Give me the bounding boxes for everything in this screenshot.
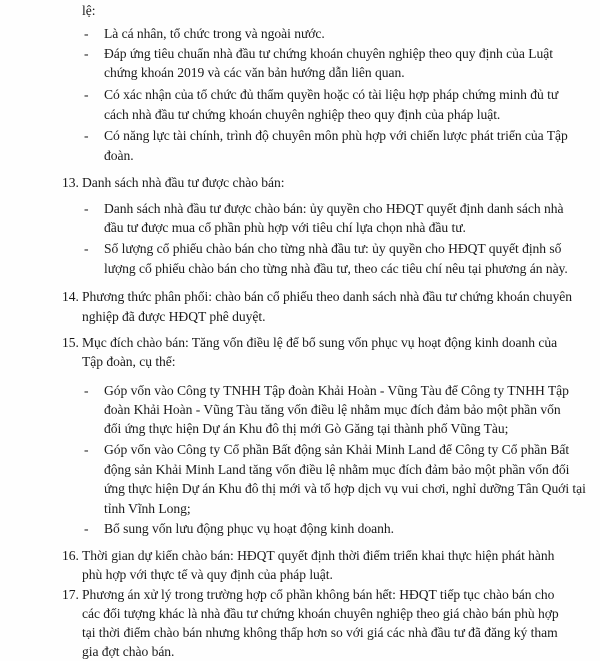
- s17-line-3: tại thời điểm chào bán nhưng không thấp hơn so với giá các nhà đầu tư đã đăng ký tham: [82, 625, 558, 640]
- section-16-number: 16.: [62, 548, 79, 563]
- section-17-number: 17.: [62, 587, 79, 602]
- s15-bullet-1-cont: đoàn Khải Hoàn - Vũng Tàu tăng vốn điều lệ nhằm mục đích đảm bảo một phần vốn: [104, 402, 561, 417]
- bullet-dash: -: [84, 383, 89, 398]
- s12-bullet-1: Là cá nhân, tổ chức trong và ngoài nước.: [104, 26, 325, 41]
- section-13-number: 13.: [62, 175, 79, 190]
- s15-bullet-2-cont: động sản Khải Minh Land tăng vốn điều lệ nhằm mục đích đảm bảo một phần vốn đối: [104, 462, 570, 477]
- bullet-dash: -: [84, 442, 89, 457]
- s12-bullet-2-cont: chứng khoán 2019 và các văn bản hướng dẫn liên quan.: [104, 65, 405, 80]
- intro-tail: lệ:: [82, 3, 96, 18]
- s15-bullet-2: Góp vốn vào Công ty Cổ phần Bất động sản Khải Minh Land để Công ty Cổ phần Bất: [104, 442, 570, 457]
- s15-bullet-1-cont: đối ứng thực hiện Dự án Khu đô thị mới Gò Găng tại thành phố Vũng Tàu;: [104, 421, 509, 436]
- bullet-dash: -: [84, 128, 89, 143]
- s12-bullet-2: Đáp ứng tiêu chuẩn nhà đầu tư chứng khoán chuyên nghiệp theo quy định của Luật: [104, 46, 553, 61]
- s15-bullet-3: Bổ sung vốn lưu động phục vụ hoạt động kinh doanh.: [104, 521, 394, 536]
- s12-bullet-4-cont: đoàn.: [104, 148, 134, 163]
- s13-line-3: Số lượng cổ phiếu chào bán cho từng nhà đầu tư: ủy quyền cho HĐQT quyết định số: [104, 241, 562, 256]
- bullet-dash: -: [84, 26, 89, 41]
- s15-bullet-1: Góp vốn vào Công ty TNHH Tập đoàn Khải Hoàn - Vũng Tàu để Công ty TNHH Tập: [104, 383, 569, 398]
- section-14-number: 14.: [62, 289, 79, 304]
- s16-line-2: phù hợp với thực tế và quy định của pháp luật.: [82, 567, 333, 582]
- bullet-dash: -: [84, 46, 89, 61]
- bullet-dash: -: [84, 241, 89, 256]
- s15-bullet-2-cont: ứng thực hiện Dự án Khu đô thị mới và tổ hợp dịch vụ vui chơi, nghỉ dưỡng Tân Quới tại: [104, 481, 586, 496]
- s15-line-1: Mục đích chào bán: Tăng vốn điều lệ để bổ sung vốn phục vụ hoạt động kinh doanh của: [82, 335, 558, 350]
- section-15-number: 15.: [62, 335, 79, 350]
- s13-line-4: lượng cổ phiếu chào bán cho từng nhà đầu tư, theo các tiêu chí nêu tại phương án này.: [104, 261, 568, 276]
- s14-line-1: Phương thức phân phối: chào bán cổ phiếu theo danh sách nhà đầu tư chứng khoán chuyên: [82, 289, 572, 304]
- s12-bullet-4: Có năng lực tài chính, trình độ chuyên môn phù hợp với chiến lược phát triển của Tập: [104, 128, 568, 143]
- s17-line-1: Phương án xử lý trong trường hợp cổ phần không bán hết: HĐQT tiếp tục chào bán cho: [82, 587, 555, 602]
- s16-line-1: Thời gian dự kiến chào bán: HĐQT quyết định thời điểm triển khai thực hiện phát hành: [82, 548, 555, 563]
- s17-line-2: các đối tượng khác là nhà đầu tư chứng khoán chuyên nghiệp theo giá chào bán phù hợp: [82, 606, 559, 621]
- bullet-dash: -: [84, 87, 89, 102]
- bullet-dash: -: [84, 521, 89, 536]
- s14-line-2: nghiệp đã được HĐQT phê duyệt.: [82, 309, 266, 324]
- s12-bullet-3-cont: cách nhà đầu tư chứng khoán chuyên nghiệp theo quy định của pháp luật.: [104, 107, 501, 122]
- s13-line-2: đầu tư được mua cổ phần phù hợp với tiêu chí lựa chọn nhà đầu tư.: [104, 220, 466, 235]
- s12-bullet-3: Có xác nhận của tổ chức đủ thẩm quyền hoặc có tài liệu hợp pháp chứng minh đủ tư: [104, 87, 559, 102]
- s13-line-1: Danh sách nhà đầu tư được chào bán: ủy quyền cho HĐQT quyết định danh sách nhà: [104, 201, 564, 216]
- s17-line-4: gia đợt chào bán.: [82, 644, 175, 659]
- bullet-dash: -: [84, 201, 89, 216]
- s15-bullet-2-cont: tỉnh Vĩnh Long;: [104, 501, 191, 516]
- s15-line-2: Tập đoàn, cụ thể:: [82, 354, 176, 369]
- section-13-title: Danh sách nhà đầu tư được chào bán:: [82, 175, 285, 190]
